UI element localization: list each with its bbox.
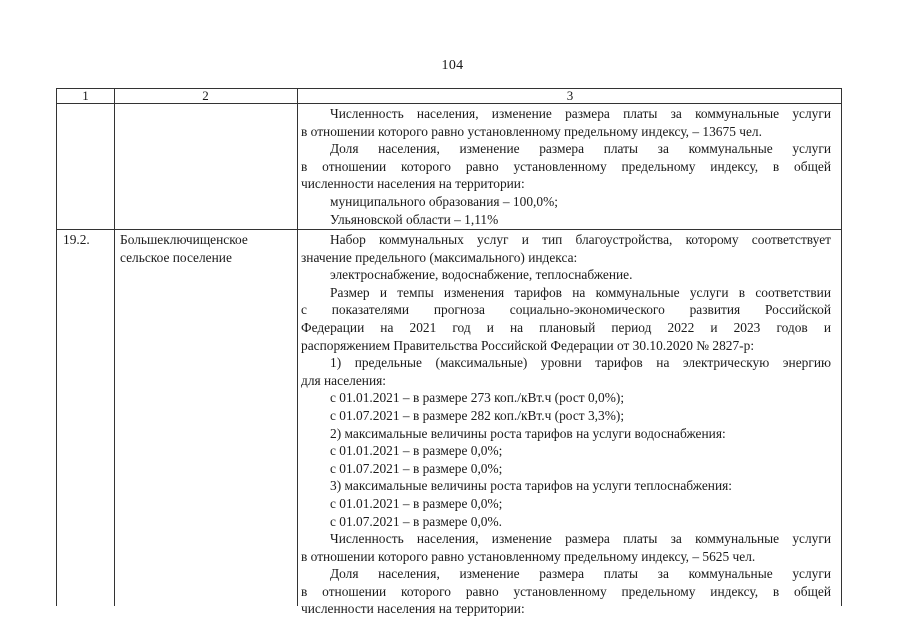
text-line: Доля населения, изменение размера платы за коммунальные услуги [330, 141, 831, 157]
text-line: 2) максимальные величины роста тарифов на услуги водоснабжения: [330, 425, 726, 441]
text-line: муниципального образования – 100,0%; [330, 193, 558, 209]
text-line: значение предельного (максимального) индекса: [301, 249, 578, 265]
page-number: 104 [441, 58, 464, 73]
text-line: Федерации на 2021 год и на плановый период 2022 и 2023 годов и [301, 319, 831, 335]
text-line: численности населения на территории: [301, 601, 525, 617]
text-line: в отношении которого равно установленному предельному индексу, – 13675 чел. [301, 123, 762, 139]
text-line: с 01.01.2021 – в размере 0,0%; [330, 495, 503, 511]
text-line: Доля населения, изменение размера платы за коммунальные услуги [330, 566, 831, 582]
text-line: в отношении которого равно установленному предельному индексу, – 5625 чел. [301, 548, 756, 564]
tariff-table [56, 88, 842, 617]
text-line: Численность населения, изменение размера платы за коммунальные услуги [330, 106, 831, 121]
text-line: в отношении которого равно установленному предельному индексу, в общей [301, 158, 831, 174]
text-line: с 01.07.2021 – в размере 0,0%. [330, 513, 502, 529]
text-line: 1) предельные (максимальные) уровни тарифов на электрическую энергию [330, 355, 831, 371]
header-col-2: 2 [202, 88, 209, 103]
text-line: с 01.07.2021 – в размере 282 коп./кВт.ч (рост 3,3%); [330, 407, 625, 423]
settlement-name-line: Большеключищенское [120, 232, 248, 247]
text-line: с показателями прогноза социально-экономического развития Российской [301, 302, 831, 318]
table-header-row [57, 89, 841, 104]
column-divider-1 [114, 89, 115, 606]
text-line: с 01.01.2021 – в размере 0,0%; [330, 443, 503, 459]
text-line: Размер и темпы изменения тарифов на коммунальные услуги в соответствии [330, 284, 831, 300]
settlement-name-line: сельское поселение [120, 249, 232, 265]
text-line: с 01.01.2021 – в размере 273 коп./кВт.ч (рост 0,0%); [330, 390, 625, 406]
row-number: 19.2. [63, 232, 90, 247]
prev-row-text [301, 105, 831, 228]
header-col-3: 3 [566, 88, 574, 103]
row-19-2-text [301, 231, 831, 618]
text-line: для населения: [301, 372, 386, 388]
text-line: в отношении которого равно установленному предельному индексу, в общей [301, 583, 831, 599]
text-line: с 01.07.2021 – в размере 0,0%; [330, 460, 503, 476]
text-line: 3) максимальные величины роста тарифов на услуги теплоснабжения: [330, 478, 732, 494]
text-line: Набор коммунальных услуг и тип благоустройства, которому соответствует [330, 232, 831, 247]
row-divider [57, 229, 841, 230]
settlement-name [120, 231, 248, 266]
text-line: Ульяновской области – 1,11% [330, 211, 499, 227]
text-line: электроснабжение, водоснабжение, теплоснабжение. [330, 267, 633, 283]
text-line: распоряжением Правительства Российской Федерации от 30.10.2020 № 2827-р: [301, 337, 755, 353]
text-line: Численность населения, изменение размера платы за коммунальные услуги [330, 531, 831, 547]
text-line: численности населения на территории: [301, 176, 525, 192]
column-divider-2 [297, 89, 298, 606]
header-col-1: 1 [82, 88, 89, 103]
